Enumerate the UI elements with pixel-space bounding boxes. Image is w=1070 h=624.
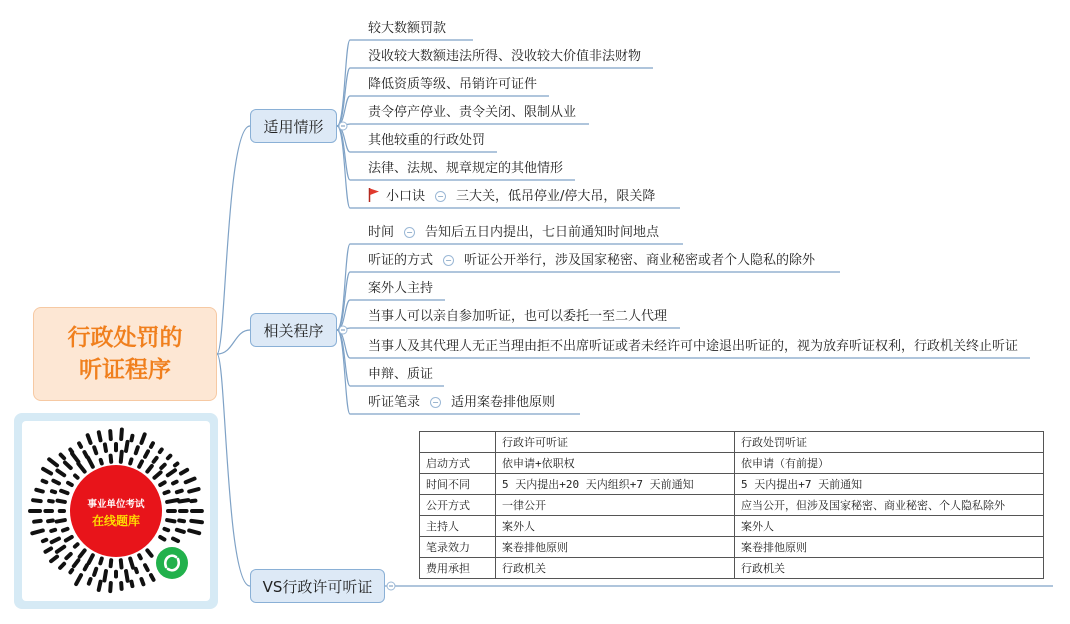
- qr-ray: [33, 500, 41, 501]
- qr-ray: [111, 456, 112, 462]
- qr-ray: [151, 575, 154, 580]
- qr-ray: [130, 559, 133, 568]
- qr-ray: [66, 537, 72, 540]
- qr-ray: [177, 530, 184, 532]
- qr-ray: [139, 461, 142, 466]
- procedure-note: 听证公开举行，涉及国家秘密、商业秘密或者个人隐私的除外: [464, 253, 816, 268]
- qr-ray: [57, 520, 65, 521]
- qr-ray: [85, 565, 87, 569]
- qr-ray: [168, 456, 170, 459]
- leaf-applicable[interactable]: 降低资质等级、吊销许可证件: [368, 77, 538, 92]
- table-cell: 笔录效力: [420, 537, 496, 558]
- qr-ray: [49, 459, 57, 465]
- qr-ray: [57, 547, 64, 552]
- central-title-line1: 行政处罚的: [67, 325, 183, 351]
- qr-ray: [88, 458, 93, 467]
- table-cell: 公开方式: [420, 495, 496, 516]
- qr-ray: [48, 521, 53, 522]
- qr-ray: [51, 530, 55, 531]
- qr-code-card[interactable]: [14, 413, 218, 609]
- qr-ray: [121, 560, 122, 567]
- qr-ray: [191, 521, 202, 522]
- leaf-procedure-record[interactable]: [368, 394, 555, 412]
- qr-ray: [121, 430, 122, 439]
- table-cell: 5 天内提出+7 天前通知: [735, 474, 1044, 495]
- qr-ray: [68, 483, 72, 485]
- procedure-label: 时间: [368, 225, 395, 240]
- table-cell: 依申请（有前提）: [735, 453, 1044, 474]
- table-cell: 主持人: [420, 516, 496, 537]
- qr-ray: [121, 452, 122, 462]
- qr-ray: [89, 555, 93, 563]
- qr-ray: [43, 540, 46, 541]
- qr-ray: [79, 443, 81, 447]
- qr-ray: [189, 530, 199, 533]
- table-cell: 依申请+依职权: [496, 453, 735, 474]
- qr-ray: [63, 529, 68, 531]
- qr-ray: [94, 447, 96, 453]
- qr-label-1: 事业单位考试: [87, 499, 145, 510]
- leaf-mnemonic[interactable]: [368, 188, 655, 206]
- leaf-procedure-time[interactable]: [368, 224, 659, 242]
- branch-applicable[interactable]: 适用情形: [250, 109, 337, 143]
- qr-ray: [110, 431, 111, 439]
- qr-ray: [168, 470, 175, 475]
- table-cell: 案卷排他原则: [496, 537, 735, 558]
- collapse-icon[interactable]: −: [435, 191, 446, 202]
- table-cell: 一律公开: [496, 495, 735, 516]
- procedure-note: 告知后五日内提出，七日前通知时间地点: [425, 225, 660, 240]
- leaf-procedure-defense[interactable]: 申辩、质证: [368, 367, 434, 382]
- qr-ray: [104, 571, 106, 580]
- procedure-label: 听证笔录: [368, 395, 421, 410]
- qr-ray: [179, 521, 184, 522]
- qr-ray: [145, 451, 148, 457]
- qr-ray: [75, 544, 78, 546]
- leaf-procedure-method[interactable]: [368, 252, 815, 270]
- qr-ray: [160, 449, 162, 452]
- qr-ray: [60, 564, 64, 568]
- qr-ray: [151, 443, 153, 447]
- qr-ray: [160, 537, 164, 539]
- qr-ray: [141, 579, 143, 584]
- central-topic[interactable]: [33, 307, 217, 401]
- table-cell: 行政机关: [735, 558, 1044, 579]
- qr-ray: [52, 539, 59, 543]
- table-cell: [420, 432, 496, 453]
- qr-ray: [167, 500, 178, 502]
- qr-ray: [161, 465, 164, 468]
- qr-ray: [99, 432, 101, 440]
- table-cell: 应当公开，但涉及国家秘密、商业秘密、个人隐私除外: [735, 495, 1044, 516]
- qr-ray: [173, 539, 178, 541]
- comparison-table: [419, 431, 1044, 579]
- qr-ray: [164, 492, 168, 493]
- qr-ray: [43, 481, 47, 483]
- qr-ray: [110, 583, 111, 591]
- qr-ray: [175, 464, 177, 466]
- qr-ray: [75, 476, 78, 478]
- table-row: [420, 495, 1044, 516]
- qr-ray: [57, 471, 64, 476]
- qr-ray: [189, 489, 198, 491]
- qr-ray: [84, 452, 87, 457]
- leaf-applicable[interactable]: 较大数额罚款: [368, 21, 447, 36]
- qr-ray: [111, 560, 112, 566]
- qr-ray: [43, 469, 51, 474]
- branch-procedure[interactable]: 相关程序: [250, 313, 337, 347]
- leaf-applicable[interactable]: 其他较重的行政处罚: [368, 133, 486, 148]
- qr-ray: [186, 479, 195, 483]
- qr-ray: [136, 569, 137, 572]
- qr-ray: [51, 557, 57, 562]
- qr-ray: [100, 559, 101, 564]
- qr-ray: [72, 454, 78, 462]
- leaf-applicable[interactable]: 法律、法规、规章规定的其他情形: [368, 161, 564, 176]
- mnemonic-text: 三大关，低吊停业/停大吊，限关降: [456, 189, 656, 204]
- qr-ray: [154, 472, 160, 477]
- qr-ray: [131, 582, 132, 586]
- table-cell: 案外人: [735, 516, 1044, 537]
- qr-ray: [61, 491, 67, 493]
- qr-ray: [126, 571, 128, 581]
- table-cell: 案外人: [496, 516, 735, 537]
- qr-ray: [141, 434, 144, 443]
- leaf-applicable[interactable]: 责令停产停业、责令关闭、限制从业: [368, 105, 577, 120]
- qr-ray: [78, 464, 84, 472]
- table-cell: 行政许可听证: [496, 432, 735, 453]
- qr-ray: [181, 470, 187, 474]
- table-cell: 启动方式: [420, 453, 496, 474]
- table-row: [420, 516, 1044, 537]
- table-row: [420, 453, 1044, 474]
- qr-ray: [76, 575, 81, 584]
- qr-ray: [101, 460, 102, 464]
- leaf-procedure-host[interactable]: 案外人主持: [368, 281, 434, 296]
- mnemonic-label: 小口诀: [386, 189, 426, 204]
- collapse-icon[interactable]: −: [404, 227, 415, 238]
- branch-vs-permit-hearing[interactable]: VS行政许可听证: [250, 569, 385, 603]
- qr-ray: [130, 459, 131, 463]
- qr-ray: [34, 521, 41, 522]
- table-cell: 行政机关: [496, 558, 735, 579]
- qr-ray: [179, 500, 188, 501]
- qr-ray: [53, 481, 59, 484]
- qr-ray: [191, 501, 195, 502]
- central-title-line2: 听证程序: [79, 357, 171, 383]
- qr-ray: [88, 435, 91, 443]
- qr-ray: [70, 450, 72, 452]
- qr-ray: [61, 455, 64, 459]
- qr-ray: [58, 501, 65, 502]
- table-row: [420, 537, 1044, 558]
- flag-icon: [368, 188, 380, 202]
- mini-program-code-icon: [22, 421, 210, 601]
- qr-ray: [36, 490, 43, 492]
- qr-ray: [80, 550, 85, 556]
- qr-ray: [94, 569, 96, 575]
- table-cell: 时间不同: [420, 474, 496, 495]
- qr-ray: [136, 447, 138, 453]
- qr-ray: [147, 550, 151, 555]
- qr-ray: [139, 555, 141, 558]
- qr-ray: [145, 565, 148, 570]
- collapse-icon[interactable]: −: [443, 255, 454, 266]
- qr-ray: [167, 520, 174, 521]
- qr-ray: [52, 491, 55, 492]
- qr-ray: [66, 554, 70, 558]
- table-row: [420, 558, 1044, 579]
- qr-ray: [74, 560, 79, 566]
- table-cell: 5 天内提出+20 天内组织+7 天前通知: [496, 474, 735, 495]
- qr-code: [22, 421, 210, 601]
- qr-ray: [89, 579, 91, 584]
- qr-ray: [99, 582, 101, 590]
- qr-ray: [160, 482, 164, 485]
- procedure-note: 适用案卷排他原则: [451, 395, 556, 410]
- qr-ray: [65, 463, 71, 468]
- collapse-icon[interactable]: −: [430, 397, 441, 408]
- table-cell: 费用承担: [420, 558, 496, 579]
- table-cell: 案卷排他原则: [735, 537, 1044, 558]
- leaf-applicable[interactable]: 没收较大数额违法所得、没收较大价值非法财物: [368, 49, 642, 64]
- qr-ray: [147, 466, 151, 472]
- leaf-procedure-absence[interactable]: 当事人及其代理人无正当理由拒不出席听证或者未经许可中途退出听证的，视为放弃听证权利，行政机关终止听证: [368, 339, 1019, 354]
- qr-ray: [164, 529, 168, 530]
- qr-ray: [154, 458, 157, 462]
- leaf-procedure-agent[interactable]: 当事人可以亲自参加听证，也可以委托一至二人代理: [368, 309, 668, 324]
- table-header-row: [420, 432, 1044, 453]
- qr-ray: [105, 444, 106, 451]
- qr-ray: [126, 442, 128, 451]
- qr-ray: [49, 501, 53, 502]
- qr-ray: [173, 482, 177, 484]
- qr-ray: [32, 530, 43, 533]
- table-row: [420, 474, 1044, 495]
- table-cell: 行政处罚听证: [735, 432, 1044, 453]
- qr-label-2: 在线题库: [91, 514, 141, 528]
- qr-ray: [45, 549, 51, 552]
- qr-ray: [70, 570, 72, 572]
- qr-ray: [131, 436, 132, 441]
- procedure-label: 听证的方式: [368, 253, 434, 268]
- qr-ray: [177, 491, 182, 493]
